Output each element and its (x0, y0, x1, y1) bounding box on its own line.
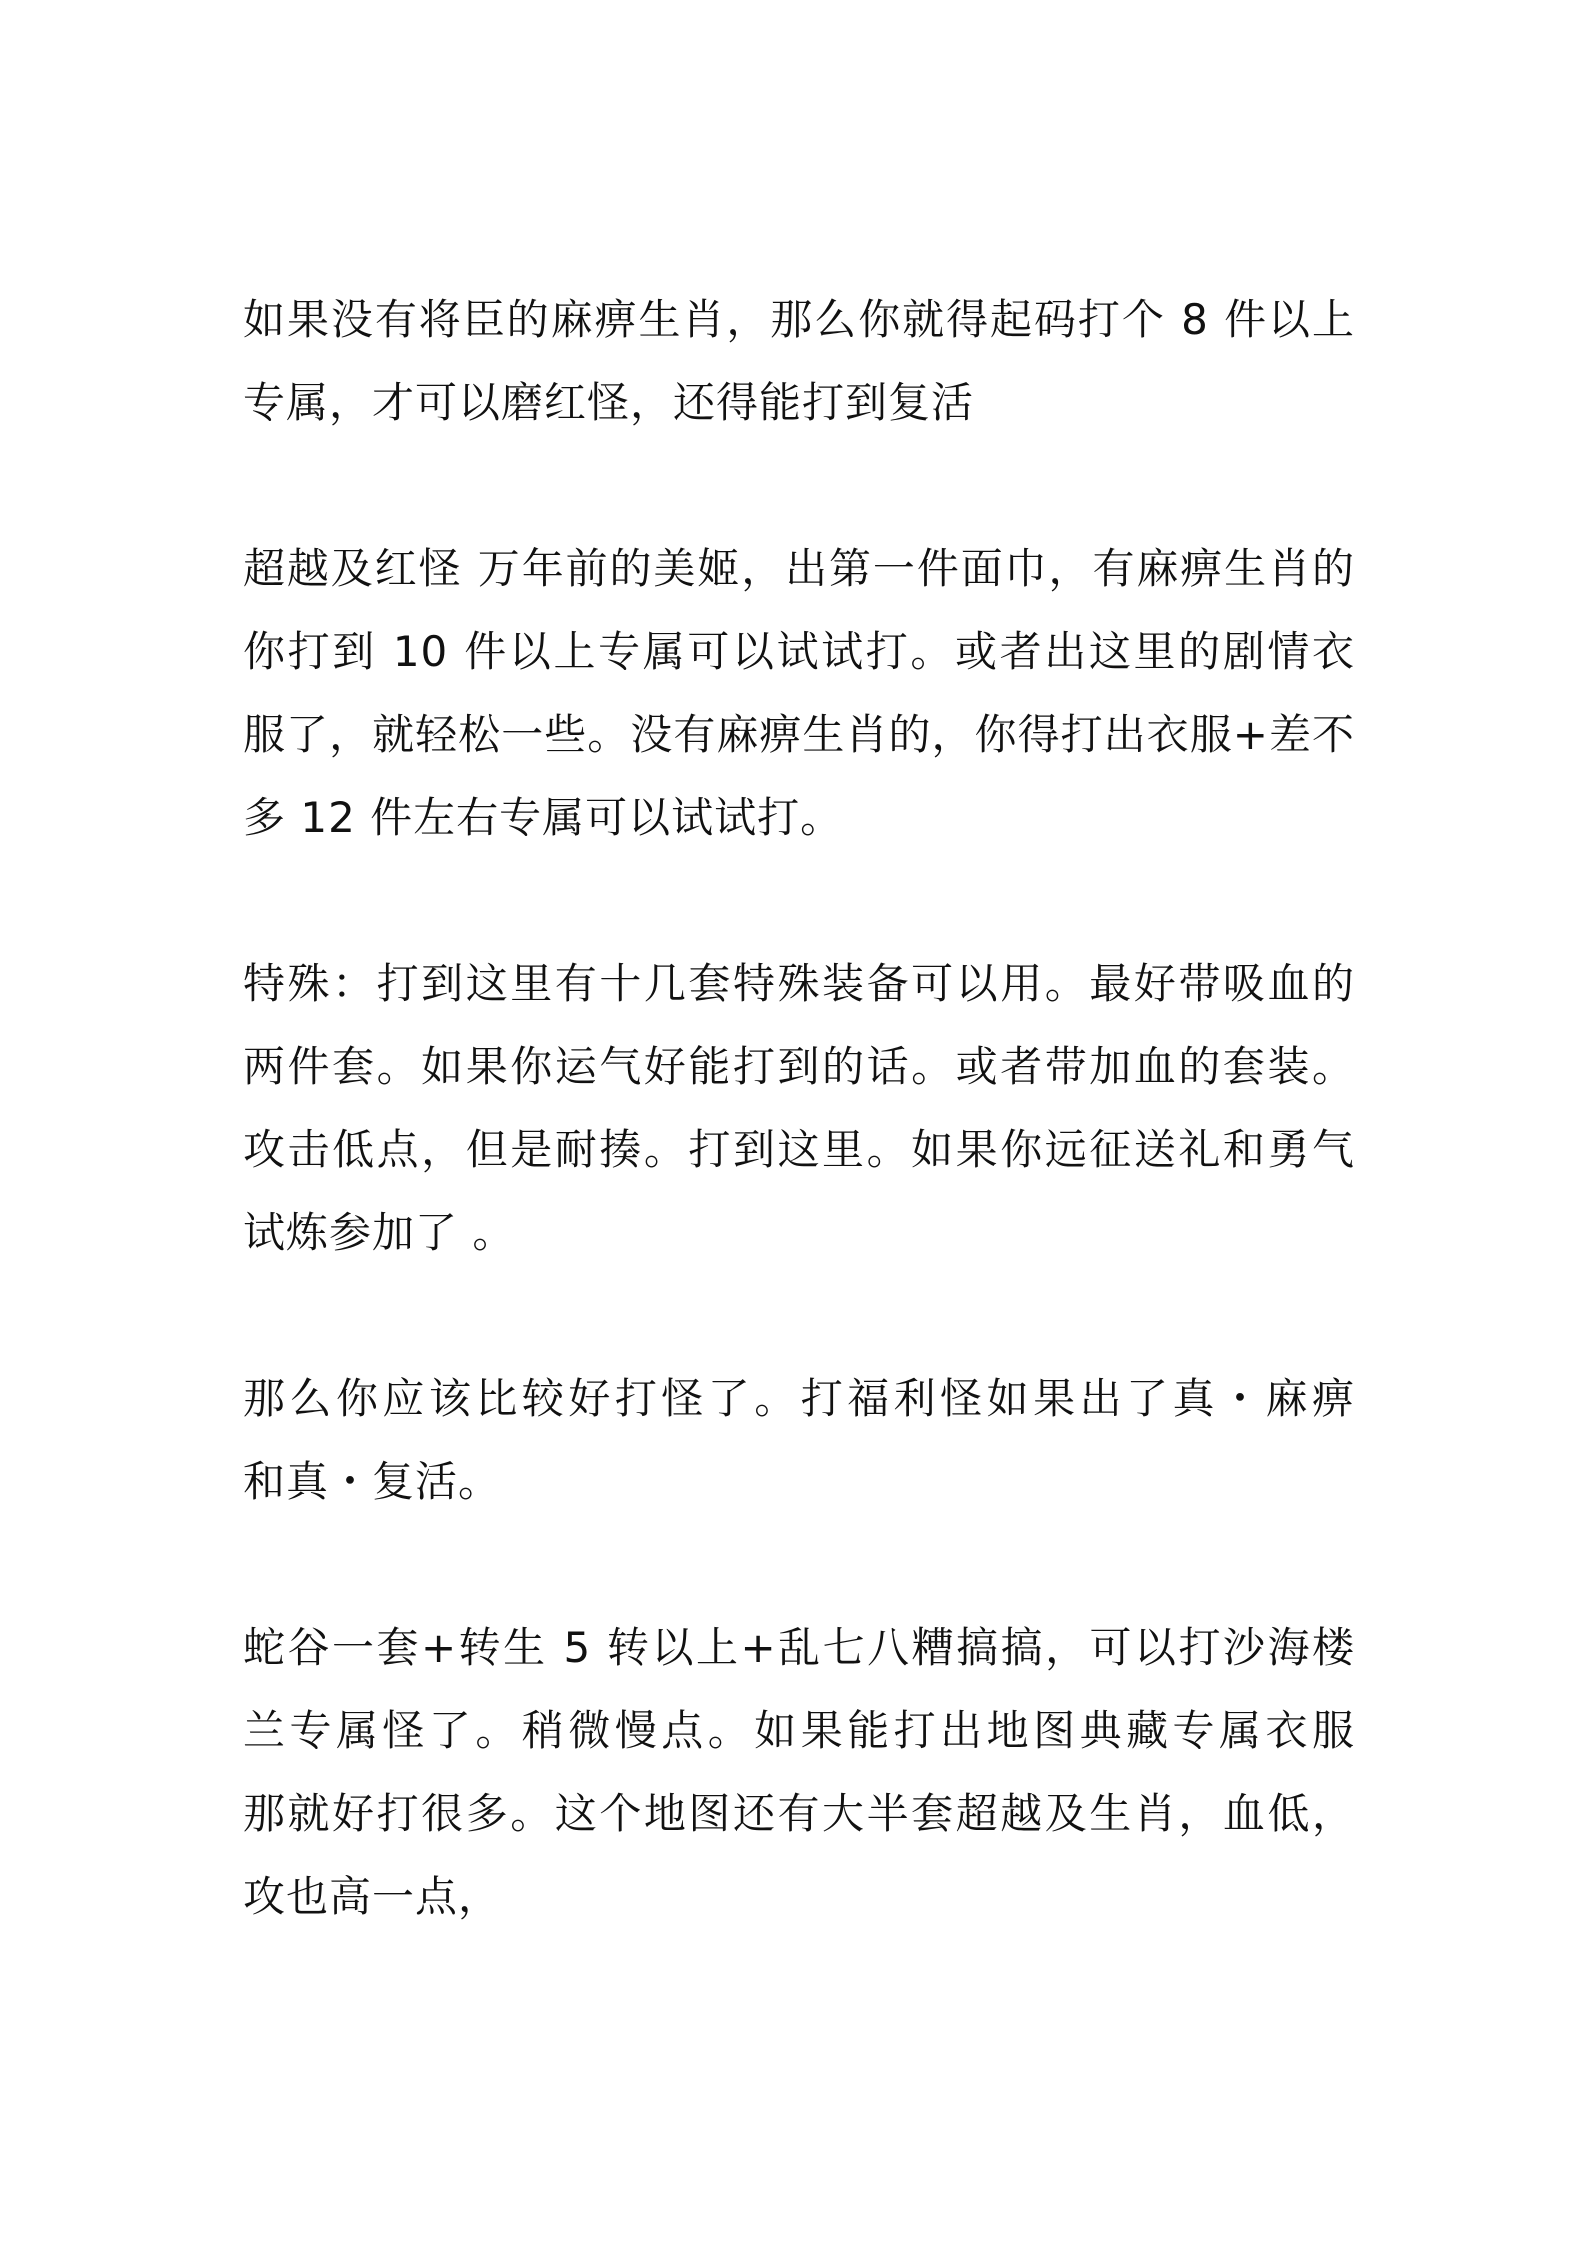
paragraph-2: 超越及红怪 万年前的美姬，出第一件面巾，有麻痹生肖的你打到 10 件以上专属可以试试打。或者出这里的剧情衣服了，就轻松一些。没有麻痹生肖的，你得打出衣服+差不多 12 件左右专属可以试试打。 (243, 544, 1355, 842)
document-body (243, 278, 1399, 2021)
paragraph-5: 蛇谷一套+转生 5 转以上+乱七八糟搞搞，可以打沙海楼兰专属怪了。稍微慢点。如果能打出地图典藏专属衣服 那就好打很多。这个地图还有大半套超越及生肖，血低，攻也高一点， (243, 1623, 1399, 1921)
paragraph-3: 特殊：打到这里有十几套特殊装备可以用。最好带吸血的两件套。如果你运气好能打到的话。或者带加血的套装。攻击低点，但是耐揍。打到这里。如果你远征送礼和勇气试炼参加了 。 (243, 959, 1355, 1257)
paragraph-1: 如果没有将臣的麻痹生肖，那么你就得起码打个 8 件以上专属，才可以磨红怪，还得能打到复活 (243, 295, 1355, 427)
paragraph-4: 那么你应该比较好打怪了。打福利怪如果出了真・麻痹 和真・复活。 (243, 1374, 1399, 1506)
